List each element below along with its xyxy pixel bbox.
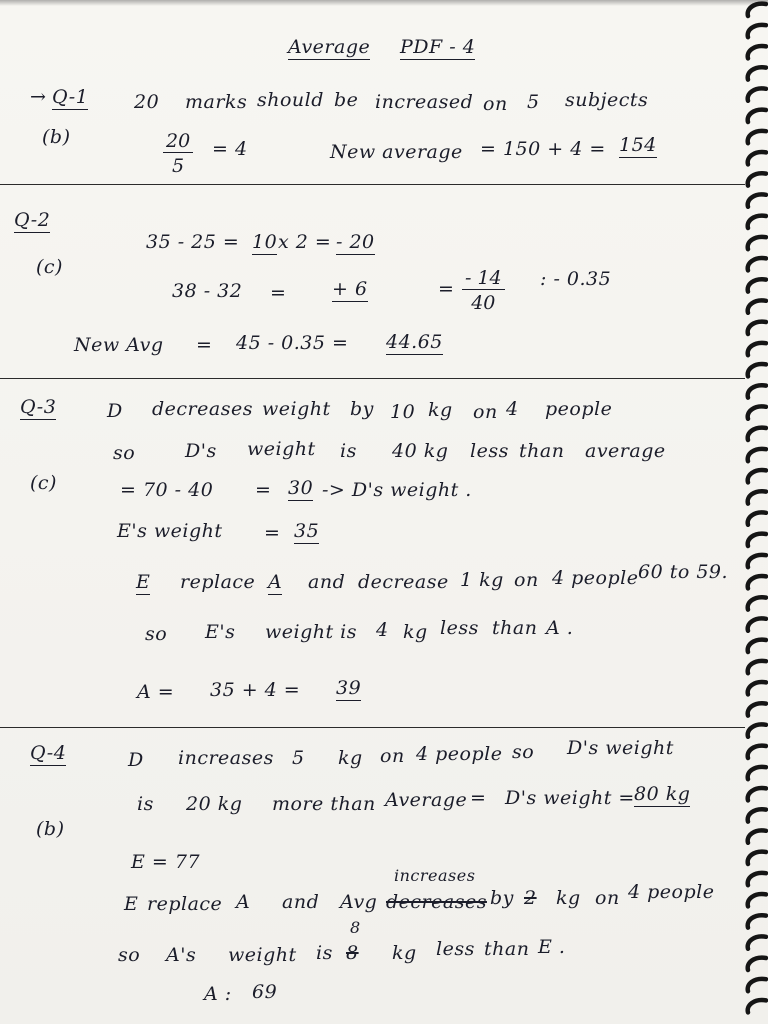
q3-w: so	[145, 623, 168, 645]
q2-l3-eq: =	[196, 334, 213, 356]
spiral-ring	[748, 682, 766, 694]
spiral-ring	[748, 512, 766, 524]
q4-w: =	[470, 787, 487, 809]
q4-w: kg	[392, 942, 417, 964]
q3-l3-eq: =	[255, 479, 272, 501]
spiral-ring	[748, 300, 766, 312]
q4-w: Avg	[340, 891, 378, 913]
q3-label: Q-3	[20, 396, 57, 418]
spiral-ring	[748, 555, 766, 567]
spiral-ring	[748, 576, 766, 588]
q4-strike-word: decreases	[386, 891, 487, 913]
q1-word: marks	[185, 91, 248, 113]
spiral-ring	[748, 46, 766, 58]
spiral-ring	[748, 406, 766, 418]
spiral-ring	[748, 88, 766, 100]
spiral-ring	[748, 194, 766, 206]
spiral-ring	[748, 703, 766, 715]
q4-label: Q-4	[30, 742, 67, 764]
divider-q1	[0, 184, 745, 185]
q2-l1-times: x 2 =	[278, 231, 332, 253]
spiral-ring	[748, 809, 766, 821]
q3-l4-eq: =	[264, 522, 281, 544]
q4-w: A's	[166, 944, 197, 966]
spiral-ring	[748, 915, 766, 927]
q1-word: 20	[134, 91, 160, 113]
q1-word: subjects	[565, 89, 649, 111]
spiral-ring	[748, 788, 766, 800]
q2-frac-den: 40	[462, 289, 505, 314]
q2-l3-result: 44.65	[386, 331, 443, 353]
q4-l3: E = 77	[131, 851, 201, 873]
spiral-ring	[748, 746, 766, 758]
spiral-ring	[748, 4, 766, 16]
q1-result-eq: = 150 + 4 =	[480, 138, 606, 160]
spiral-ring	[748, 979, 766, 991]
q1-eq4: = 4	[212, 138, 248, 160]
q4-l6: A :	[204, 983, 232, 1005]
q3-l7: A =	[137, 681, 175, 703]
q4-w: kg	[556, 887, 581, 909]
q4-w: by	[490, 887, 514, 909]
q3-w: 60 to 59.	[638, 561, 729, 583]
title-pdf: PDF - 4	[400, 36, 476, 58]
q4-w: on	[595, 887, 620, 909]
q4-strike-small: 8	[346, 942, 359, 964]
spiral-ring	[748, 279, 766, 291]
q4-w: so	[118, 944, 141, 966]
spiral-rings	[738, 0, 768, 1024]
q1-frac-num: 20	[166, 130, 191, 152]
q4-w: kg	[338, 747, 363, 769]
q2-l3-calc: 45 - 0.35 =	[236, 332, 349, 354]
q3-l3: = 70 - 40	[120, 479, 214, 501]
q3-w: 40 kg	[392, 440, 449, 462]
q2-option: (c)	[36, 256, 63, 278]
q4-option: (b)	[36, 818, 65, 840]
spiral-ring	[748, 724, 766, 736]
q1-option: (b)	[42, 126, 71, 148]
spiral-ring	[748, 343, 766, 355]
spiral-ring	[748, 1000, 766, 1012]
q3-w: kg	[403, 621, 428, 643]
q3-option: (c)	[30, 472, 57, 494]
spiral-ring	[748, 618, 766, 630]
q4-w: is	[137, 793, 154, 815]
q4-w: than	[484, 938, 530, 960]
q4-w: 5	[292, 747, 305, 769]
q4-insert-num: 8	[350, 918, 361, 937]
q3-w: weight	[247, 438, 316, 460]
q3-w: than	[492, 617, 538, 639]
q3-w: E	[136, 571, 151, 593]
spiral-ring	[748, 936, 766, 948]
q4-w: 4 people	[416, 743, 503, 765]
q1-newavg: New average	[330, 141, 463, 163]
q3-w: and	[308, 571, 346, 593]
spiral-ring	[748, 258, 766, 270]
q2-l2-result: : - 0.35	[540, 268, 612, 290]
q2-l2: 38 - 32	[172, 280, 243, 302]
spiral-ring	[748, 216, 766, 228]
q1-label: Q-1	[52, 86, 89, 108]
q3-w: is	[340, 440, 357, 462]
q4-l6-result: 69	[252, 981, 278, 1003]
spiral-binding	[738, 0, 768, 1024]
q3-w: D's	[185, 440, 217, 462]
q3-w: replace	[180, 571, 256, 593]
q4-w: increases	[178, 747, 274, 769]
spiral-ring	[748, 894, 766, 906]
q3-w: decreases	[152, 398, 253, 420]
q1-result: 154	[619, 134, 657, 156]
q4-w: 4 people	[628, 881, 715, 903]
q3-l4-result: 35	[294, 520, 320, 542]
q2-newavg: New Avg	[74, 334, 164, 356]
spiral-ring	[748, 152, 766, 164]
q4-w: A	[236, 891, 251, 913]
spiral-ring	[748, 173, 766, 185]
spiral-ring	[748, 830, 766, 842]
q3-w: E's	[205, 621, 236, 643]
q4-l2-result: 80 kg	[634, 783, 691, 805]
q1-arrow: →	[30, 86, 47, 108]
q3-w: weight is	[265, 621, 357, 643]
q3-l3-result: 30	[288, 477, 314, 499]
q4-w: on	[380, 745, 405, 767]
q3-w: than	[519, 440, 565, 462]
q2-l1-result: - 20	[336, 231, 375, 253]
q2-l1-ten: 10	[252, 231, 278, 253]
spiral-ring	[748, 110, 766, 122]
q3-w: average	[585, 440, 666, 462]
q4-w: so	[512, 741, 535, 763]
q4-w: less	[436, 938, 475, 960]
q3-w: by	[350, 398, 374, 420]
q4-w: E .	[538, 936, 566, 958]
title-average: Average	[288, 36, 371, 58]
spiral-ring	[748, 852, 766, 864]
q3-w: D	[107, 400, 123, 422]
q3-w: weight	[262, 398, 331, 420]
q3-w: decrease	[358, 571, 449, 593]
spiral-ring	[748, 873, 766, 885]
page-top-shadow	[0, 0, 768, 6]
q4-w: 20 kg	[186, 793, 243, 815]
q4-w: D's weight =	[505, 787, 635, 809]
q4-w: more than	[272, 793, 376, 815]
q1-word: increased	[375, 91, 474, 113]
spiral-ring	[748, 958, 766, 970]
q4-insert-above: increases	[394, 866, 476, 885]
q2-fraction	[462, 267, 505, 314]
spiral-ring	[748, 597, 766, 609]
q4-w: is	[316, 942, 333, 964]
divider-q2	[0, 378, 745, 379]
q3-w: 4 people	[552, 567, 639, 589]
q1-fraction	[163, 130, 193, 177]
q3-w: on	[514, 569, 539, 591]
spiral-ring	[748, 131, 766, 143]
q3-w: kg	[428, 399, 453, 421]
q4-w: replace	[147, 893, 223, 915]
q3-w: on	[473, 401, 498, 423]
spiral-ring	[748, 25, 766, 37]
q3-w: 1 kg	[460, 569, 504, 591]
q4-w: and	[282, 891, 320, 913]
q3-w: people	[545, 398, 613, 420]
q4-w: D	[128, 749, 144, 771]
q3-l7-calc: 35 + 4 =	[210, 679, 301, 701]
spiral-ring	[748, 237, 766, 249]
q2-l1: 35 - 25 =	[146, 231, 240, 253]
q2-label: Q-2	[14, 209, 51, 231]
q1-word: be	[334, 89, 359, 111]
q3-w: less	[440, 617, 479, 639]
q3-w: 4	[506, 398, 519, 420]
q3-w: so	[113, 442, 136, 464]
spiral-ring	[748, 767, 766, 779]
spiral-ring	[748, 449, 766, 461]
q1-word: on	[483, 93, 508, 115]
spiral-ring	[748, 661, 766, 673]
q3-l4: E's weight	[117, 520, 223, 542]
q3-w: A .	[546, 617, 574, 639]
divider-q3	[0, 727, 745, 728]
spiral-ring	[748, 364, 766, 376]
q3-w: A	[268, 571, 283, 593]
spiral-ring	[748, 534, 766, 546]
q1-frac-den: 5	[163, 152, 193, 177]
q3-l3-note: -> D's weight .	[322, 479, 472, 501]
q4-w: Average	[385, 789, 468, 811]
q2-frac-num: - 14	[465, 267, 502, 289]
q3-w: 10	[390, 401, 416, 423]
spiral-ring	[748, 491, 766, 503]
spiral-ring	[748, 470, 766, 482]
q3-l7-result: 39	[336, 677, 362, 699]
spiral-ring	[748, 428, 766, 440]
q4-w: E	[124, 893, 139, 915]
q4-strike-num: 2	[524, 887, 537, 909]
q4-w: D's weight	[567, 737, 674, 759]
q1-word: 5	[527, 91, 540, 113]
spiral-ring	[748, 67, 766, 79]
spiral-ring	[748, 640, 766, 652]
q3-w: less	[470, 440, 509, 462]
q3-w: 4	[376, 619, 389, 641]
q1-word: should	[257, 89, 324, 111]
q4-w: weight	[228, 944, 297, 966]
spiral-ring	[748, 385, 766, 397]
q2-l2-eq: =	[270, 282, 287, 304]
q2-l2-six: + 6	[332, 278, 368, 300]
q2-l2-eq2: =	[438, 278, 455, 300]
spiral-ring	[748, 322, 766, 334]
